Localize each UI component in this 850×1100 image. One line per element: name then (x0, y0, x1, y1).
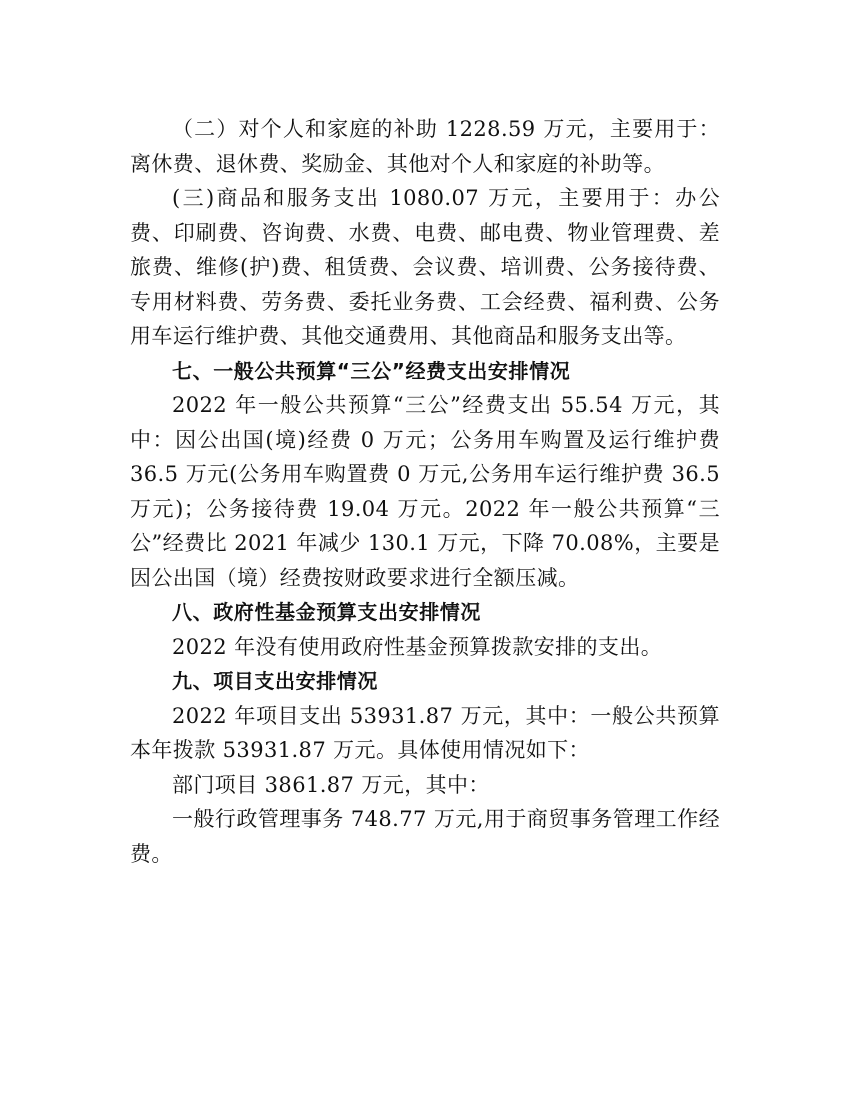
paragraph-project-expenditure-total: 2022 年项目支出 53931.87 万元，其中：一般公共预算本年拨款 53931.87 万元。具体使用情况如下： (130, 703, 720, 762)
paragraph-three-public-expenses: 2022 年一般公共预算“三公”经费支出 55.54 万元，其中：因公出国(境)经费 0 万元；公务用车购置及运行维护费 36.5 万元(公务用车购置费 0 万元,公务用车运行维护费 36.5 万元)；公务接待费 19.04 万元。2022 年一般公共预算“三公”经费比 2021 年减少 130.1 万元，下降 70.08%，主要是因公出国（境）经费按财政要求进行全额压减。 (130, 393, 720, 590)
paragraph-department-projects: 部门项目 3861.87 万元，其中： (172, 772, 490, 797)
document-page (130, 112, 720, 871)
paragraph-general-administrative-affairs: 一般行政管理事务 748.77 万元,用于商贸事务管理工作经费。 (130, 807, 720, 866)
paragraph-personal-family-subsidy: （二）对个人和家庭的补助 1228.59 万元，主要用于：离休费、退休费、奖励金、其他对个人和家庭的补助等。 (130, 117, 720, 176)
section-heading-project-expenditure: 九、项目支出安排情况 (172, 669, 378, 693)
section-heading-government-fund-budget: 八、政府性基金预算支出安排情况 (172, 600, 481, 624)
section-heading-three-public-expenses: 七、一般公共预算“三公”经费支出安排情况 (172, 358, 571, 383)
paragraph-government-fund-budget: 2022 年没有使用政府性基金预算拨款安排的支出。 (172, 634, 663, 659)
paragraph-goods-services-expenditure: (三)商品和服务支出 1080.07 万元，主要用于：办公费、印刷费、咨询费、水费、电费、邮电费、物业管理费、差旅费、维修(护)费、租赁费、会议费、培训费、公务接待费、专用材料费、劳务费、委托业务费、工会经费、福利费、公务用车运行维护费、其他交通费用、其他商品和服务支出等。 (130, 186, 720, 348)
